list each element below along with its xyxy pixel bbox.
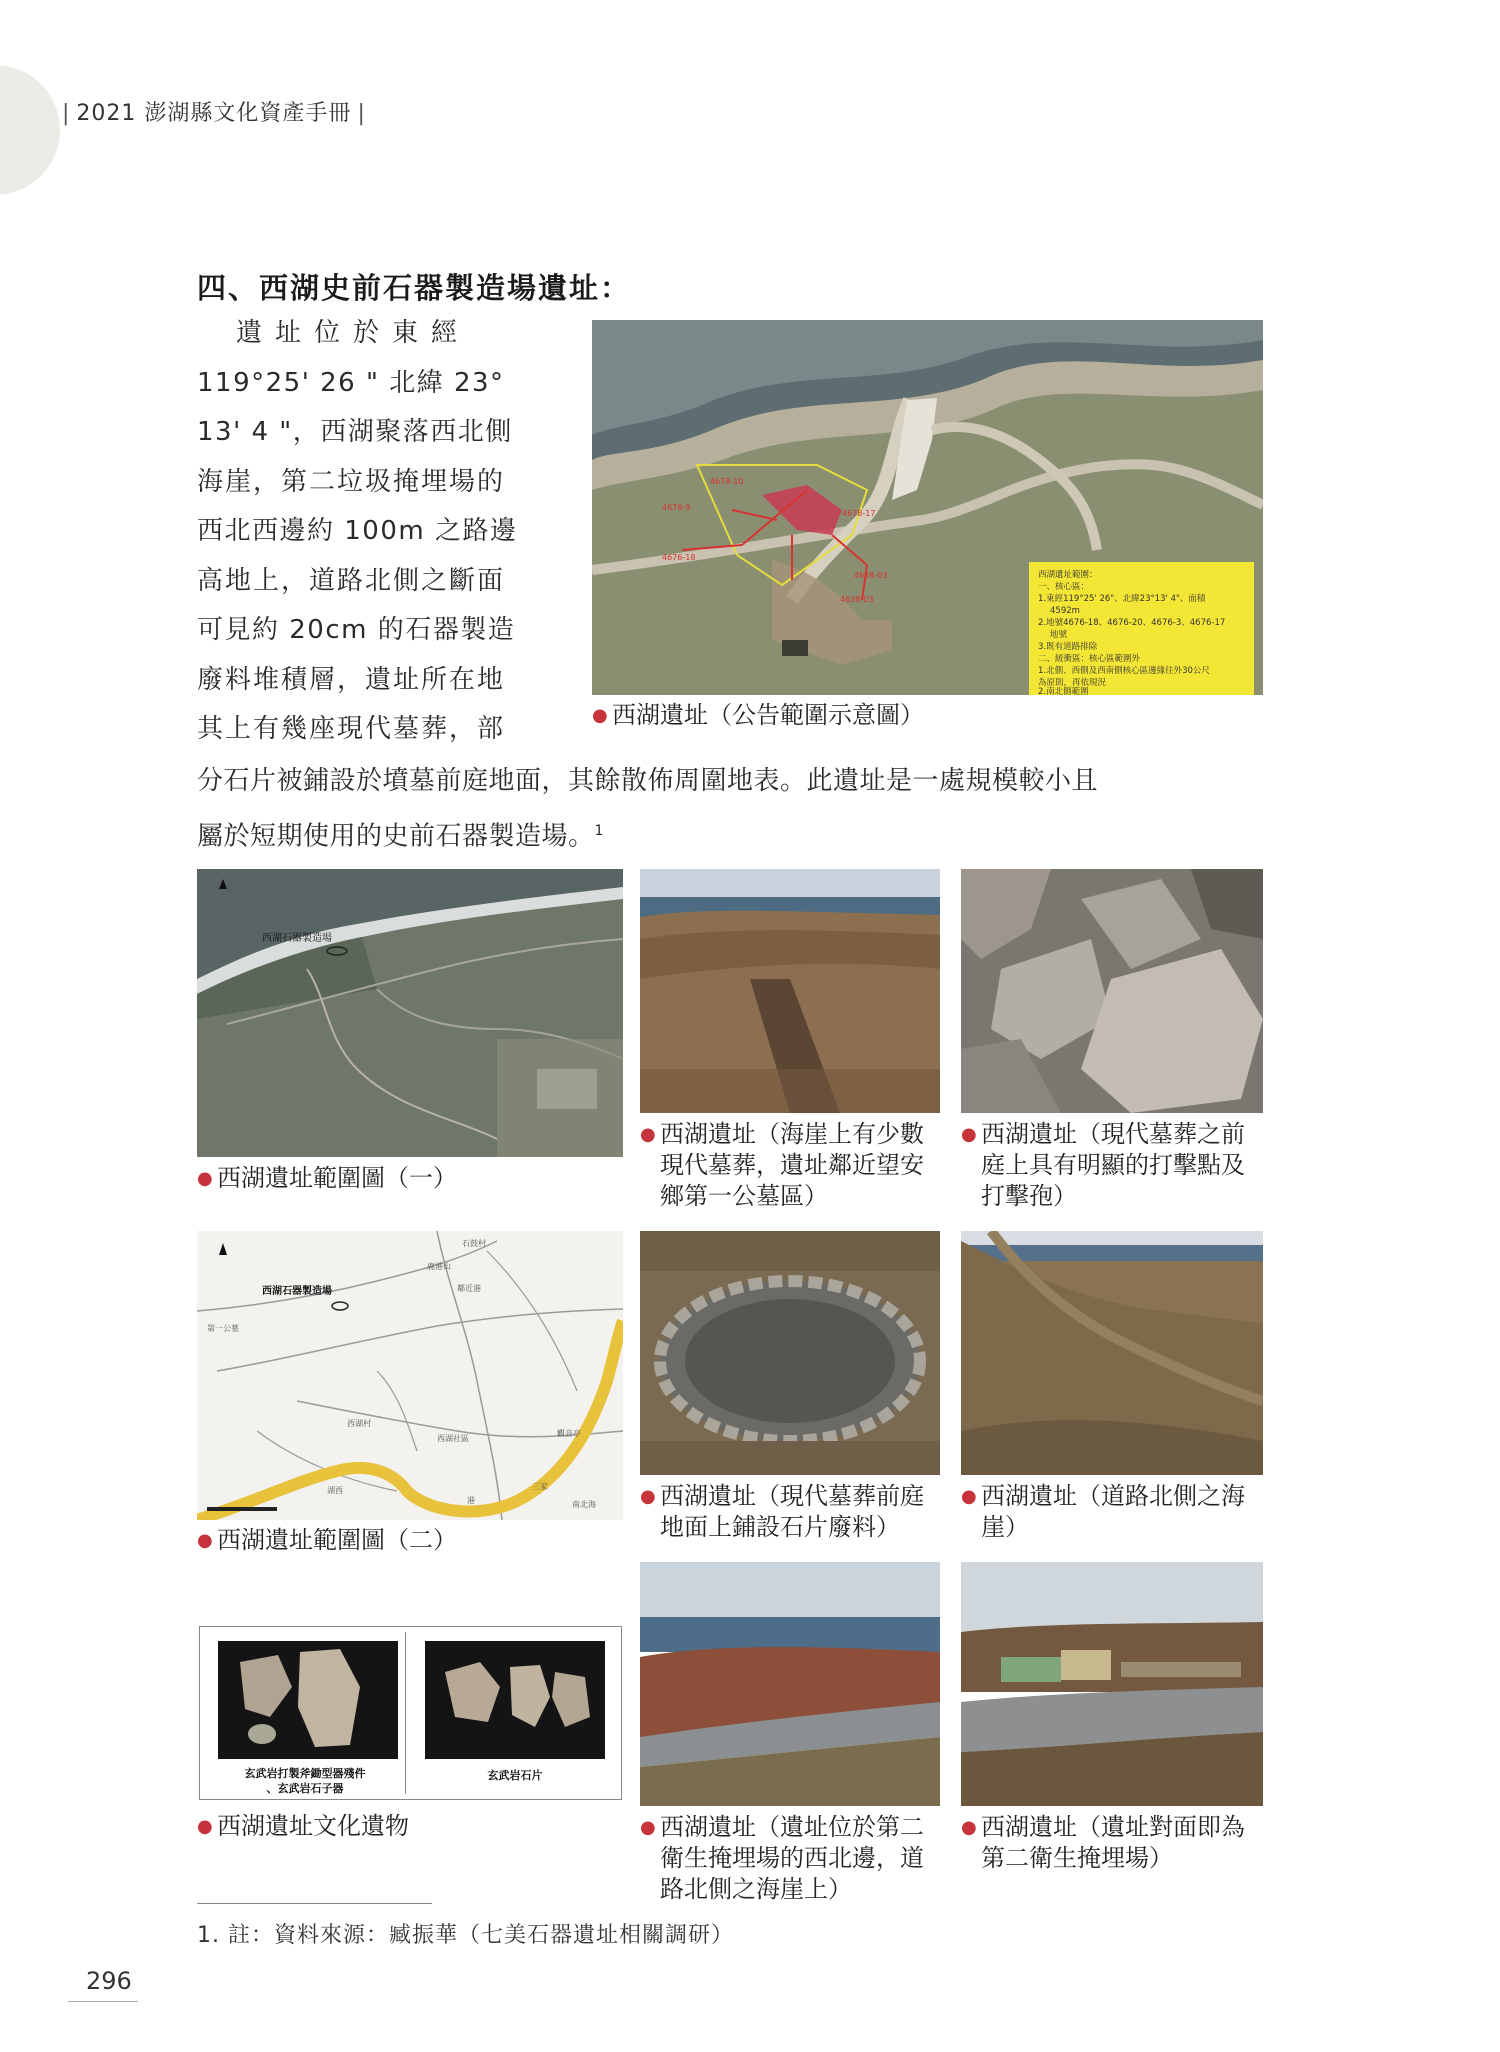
map-legend-box [1029, 562, 1254, 695]
satellite-map-1 [197, 869, 623, 1157]
corner-decoration [0, 65, 60, 195]
running-header: | 2021 澎湖縣文化資產手冊 | [62, 101, 366, 126]
body-column-text [197, 309, 553, 755]
body-line: 119°25' 26 " 北緯 23° [197, 367, 505, 398]
photo-stone-circle [640, 1231, 940, 1475]
photo-rocks [961, 869, 1263, 1113]
legend-line: 地號 [1050, 630, 1068, 640]
body-line: 西北西邊約 100m 之路邊 [197, 516, 518, 546]
footnote: 1. 註：資料來源：臧振華（七美石器遺址相關調研） [197, 1923, 734, 1948]
header-title: 澎湖縣文化資產手冊 [144, 101, 352, 126]
bullet-icon: ● [640, 1124, 656, 1145]
body-line: 海崖，第二垃圾掩埋場的 [197, 466, 506, 497]
map-place-label: 湖西 [327, 1486, 343, 1495]
map-place-label: 西湖村 [347, 1419, 371, 1428]
body-line-last: 屬於短期使用的史前石器製造場。$^1$ [197, 821, 604, 852]
map-place-label: 西湖社區 [437, 1434, 469, 1443]
bullet-icon: ● [592, 705, 608, 726]
body-full-text [197, 757, 1267, 862]
body-line: 可見約 20cm 的石器製造 [197, 615, 516, 645]
legend-line: 二、緩衝區：核心區範圍外 [1038, 654, 1141, 664]
bullet-icon: ● [197, 1168, 213, 1189]
figure-caption: ● 西湖遺址（遺址對面即為 第二衛生掩埋場） [961, 1813, 1245, 1872]
legend-line: 一、核心區： [1038, 582, 1090, 592]
legend-line: 4592m [1050, 606, 1080, 616]
photo-cliff-trench [640, 869, 940, 1113]
map-place-label: 第一公墓 [207, 1324, 239, 1333]
figure-caption: ● 西湖遺址（遺址位於第二 衛生掩埋場的西北邊，道 路北側之海崖上） [640, 1813, 924, 1903]
body-line: 遺址位於東經 [197, 318, 471, 348]
map-parcel-label: 4676-18 [662, 553, 696, 562]
map-place-label: 觀音亭 [557, 1429, 581, 1438]
artifact-label: 玄武岩石片 [487, 1769, 543, 1782]
footnote-ref: 1 [594, 822, 604, 839]
bullet-icon: ● [640, 1486, 656, 1507]
artifacts-panel [199, 1626, 622, 1800]
body-line: 其上有幾座現代墓葬，部 [197, 714, 506, 744]
site-boundary-map-svg [592, 320, 1263, 695]
legend-line: 2.南北側範圍 [1038, 687, 1089, 695]
map-place-label: 港 [467, 1496, 475, 1505]
map-parcel-label: 4676-9 [662, 503, 691, 512]
bullet-icon: ● [961, 1817, 977, 1838]
body-line: 13' 4 "，西湖聚落西北側 [197, 417, 513, 447]
map-parcel-label: 4678-10 [710, 477, 744, 486]
body-line: 分石片被鋪設於墳墓前庭地面，其餘散佈周圍地表。此遺址是一處規模較小且 [197, 766, 1099, 796]
artifact-label: 、玄武岩石子器 [266, 1782, 344, 1795]
road-map-2 [197, 1231, 623, 1520]
figure-caption: ● 西湖遺址文化遺物 [197, 1812, 409, 1840]
legend-line: 2.地號4676-18、4676-20、4676-3、4676-17 [1038, 618, 1226, 628]
legend-line: 1.北側、西側及西南側核心區邊緣往外30公尺 [1038, 666, 1210, 676]
map-parcel-label: 4638-03 [854, 571, 888, 580]
legend-line: 3.既有道路排除 [1038, 642, 1098, 652]
photo-landfill [961, 1562, 1263, 1806]
artifact-label: 玄武岩打製斧鋤型器殘件 [244, 1767, 366, 1780]
bullet-icon: ● [197, 1816, 213, 1837]
page-number-divider [68, 2001, 138, 2002]
footnote-divider [197, 1903, 432, 1904]
photo-road-cliff [640, 1562, 940, 1806]
map-place-label: 鄰近港 [457, 1284, 481, 1293]
map-place-label: 三家 [532, 1482, 548, 1491]
map-site-label: 西湖石器製造場 [262, 933, 332, 944]
bullet-icon: ● [961, 1124, 977, 1145]
figure-caption: ● 西湖遺址（現代墓葬前庭 地面上鋪設石片廢料） [640, 1482, 924, 1541]
map-parcel-label: 4678-17 [842, 509, 876, 518]
legend-line: 西湖遺址範圍： [1038, 570, 1098, 580]
map-site-label: 西湖石器製造場 [262, 1286, 332, 1297]
figure-caption: ● 西湖遺址（現代墓葬之前 庭上具有明顯的打擊點及 打擊孢） [961, 1120, 1245, 1210]
map-place-label: 石鼓村 [462, 1239, 486, 1248]
figure-caption: ● 西湖遺址（海崖上有少數 現代墓葬，遺址鄰近望安 鄉第一公墓區） [640, 1120, 924, 1210]
legend-line: 1.東經119°25' 26"、北緯23°13' 4"、面積 [1038, 594, 1206, 604]
map-place-label: 南北海 [572, 1500, 596, 1509]
bullet-icon: ● [640, 1817, 656, 1838]
bullet-icon: ● [197, 1530, 213, 1551]
header-year: 2021 [76, 101, 137, 126]
map-parcel-label: 4638-03 [840, 595, 874, 604]
bullet-icon: ● [961, 1486, 977, 1507]
figure-caption: ● 西湖遺址範圍圖（二） [197, 1526, 457, 1554]
body-line: 廢料堆積層，遺址所在地 [197, 664, 506, 695]
figure-caption: ● 西湖遺址（道路北側之海 崖） [961, 1482, 1245, 1541]
body-line: 高地上，道路北側之斷面 [197, 565, 506, 596]
figure-caption: ● 西湖遺址（公告範圍示意圖） [592, 701, 924, 729]
section-title: 四、西湖史前石器製造場遺址： [197, 271, 632, 305]
legend-line: 為原則，再依現況 [1038, 678, 1107, 688]
map-place-label: 鹿港山 [427, 1262, 451, 1271]
site-boundary-map [592, 320, 1263, 695]
figure-caption: ● 西湖遺址範圍圖（一） [197, 1164, 457, 1192]
photo-cliff-slope [961, 1231, 1263, 1475]
page-number: 296 [86, 1967, 132, 1995]
